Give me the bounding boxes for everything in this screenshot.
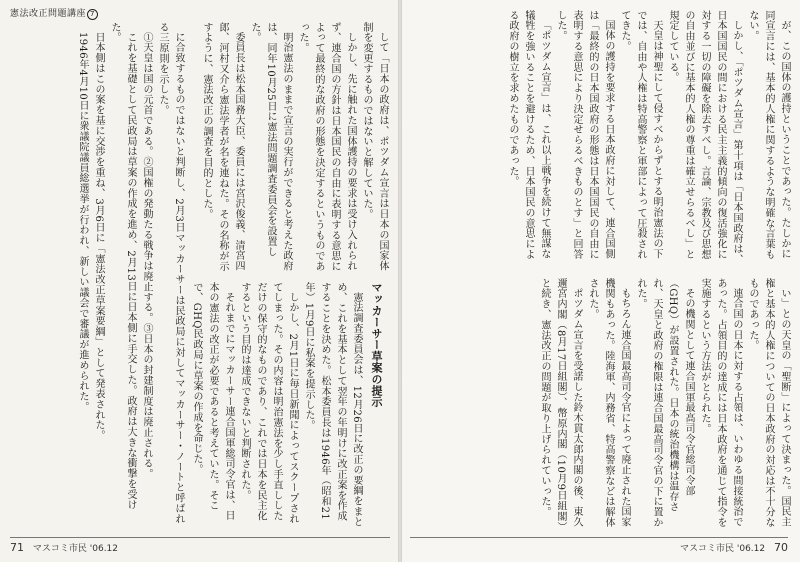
page-number: 70 <box>774 541 788 554</box>
paragraph: これを基礎として民政局は草案の作成を進め、2月13日に日本側に手交した。政府は大きな衝撃を受けた。 <box>109 22 136 510</box>
paragraph: に合致するものではないと判断し、2月3日マッカーサーは民政局に対してマッカーサー・ノートと呼ばれる三原則を示した。 <box>157 22 184 524</box>
right-page <box>402 0 800 562</box>
left-page <box>0 0 398 562</box>
paragraph: ①天皇は国の元首である。②国権の発動たる戦争は廃止する。③日本の封建制度は廃止される。 <box>141 32 152 480</box>
paragraph: その機関として連合国軍最高司令官総司令部（GHQ）が設置された。日本の統治機構は温存され、天皇と政府の権限は連合国最高司令官の下に置かれた。 <box>635 278 694 528</box>
paragraph: それまでにマッカーサー連合国軍総司令官は、日本の憲法の改正が必要であると考えていた。そこで、GHQ民政局に草案の作成を命じた。 <box>191 282 234 521</box>
left-page-top-text <box>194 22 390 272</box>
paragraph: が、この国体の護持ということであった。たしかに同宣言には、基本的人権に関するような明確な言葉もない。 <box>747 10 790 260</box>
issue-date: '06.12 <box>736 544 766 554</box>
left-page-left-text <box>10 22 186 530</box>
paragraph: 連合国の日本に対する占領は、いわゆる間接統治であった。占領目的の達成には日本政府を通じて指令を実施するという方法がとられた。 <box>699 278 742 528</box>
paragraph: して「日本の政府は、ポツダム宣言は日本の国家体制を変更するものではないと解していた。 <box>361 22 388 272</box>
issue-date: '06.12 <box>89 544 119 554</box>
series-number: 7 <box>87 9 98 20</box>
footer-rule <box>10 537 390 538</box>
paragraph: 天皇は神聖にして侵すべからずとする明治憲法の下では、自由や人権は特高警察と軍部によって圧殺されてきた。 <box>619 10 662 260</box>
right-page-bottom-text <box>412 278 792 530</box>
paragraph: 「ポツダム宣言」は、これ以上戦争を続けて無謀な犠牲を強いることを避けるため、日本国民の意思による政府の樹立を求めたものであった。 <box>507 10 550 260</box>
left-page-bottom-text <box>191 282 390 530</box>
paragraph: 憲法調査委員会は、12月26日に改正の要綱をまとめ、これを基本として翌年の年明けに改正案を作成することを決めた。松本委員長は1946年（昭和21年）1月9日に私案を提示した。 <box>303 282 362 528</box>
paragraph: 国体の護持を要求する日本政府に対して、連合国側は「最終的の日本国政府の形態は日本国国民の自由に表明する意思により決定せらるべきものとす」と回答した。 <box>555 10 614 260</box>
paragraph: ポツダム宣言を受諾した鈴木貫太郎内閣の後、東久邇宮内閣（8月17日組閣）、幣原内閣（10月9日組閣）と続き、憲法改正の問題が取り上げられていった。 <box>539 278 582 528</box>
paragraph: い」との天皇の「聖断」によって決まった。国民主権と基本的人権についての日本政府の対応は不十分なものであった。 <box>747 278 790 528</box>
paragraph: 日本側はこの案を基に交渉を重ね、3月6日に「憲法改正草案要綱」として発表された。 <box>93 32 104 441</box>
section-heading: マッカーサー草案の提示 <box>370 282 383 408</box>
series-label <box>10 6 98 20</box>
paragraph: 1946年4月10日に衆議院議員総選挙が行われ、新しい議会で審議が進められた。 <box>77 32 88 413</box>
paragraph: 委員長は松本国務大臣、委員には宮沢俊義、清宮四郎、河村又介ら憲法学者が名を連ねた。その名称が示すように、憲法改正の調査を目的とした。 <box>201 22 244 272</box>
series-label-text: 憲法改正問題講座 <box>10 9 87 19</box>
left-page-footer <box>10 541 118 554</box>
paragraph: しかし、先に触れた国体護持の要求は受け入れられず、連合国の方針は日本国民の自由に表明する意思によって最終的な政府の形態を決定するというものであった。 <box>297 22 356 272</box>
paragraph: しかし、2月1日に毎日新聞によってスクープされてしまった。その内容は明治憲法を少し手直ししただけの保守的なものであり、これでは日本を民主化するという目的は達成できないと判断された。 <box>239 282 298 524</box>
paragraph: 明治憲法のままで宣言の実行ができると考えた政府は、同年10月25日に憲法問題調査委員会を設置した。 <box>249 22 292 272</box>
paragraph: しかし、「ポツダム宣言」第十項は「日本国政府は、日本国国民の間における民主主義的傾向の復活強化に対する一切の障礙を除去すべし。言論、宗教及び思想の自由並びに基本的人権の尊重は確立せらるべし」と規定している。 <box>667 10 742 265</box>
magazine-name: マスコミ市民 <box>679 544 734 554</box>
right-page-footer <box>680 541 788 554</box>
magazine-name: マスコミ市民 <box>32 544 87 554</box>
paragraph: もちろん連合国最高司令官によって廃止された国家機関もあった。陸海軍、内務省、特高警察などは解体された。 <box>587 278 630 528</box>
page-number: 71 <box>10 541 24 554</box>
footer-rule <box>410 537 788 538</box>
right-page-top-text <box>412 10 792 268</box>
